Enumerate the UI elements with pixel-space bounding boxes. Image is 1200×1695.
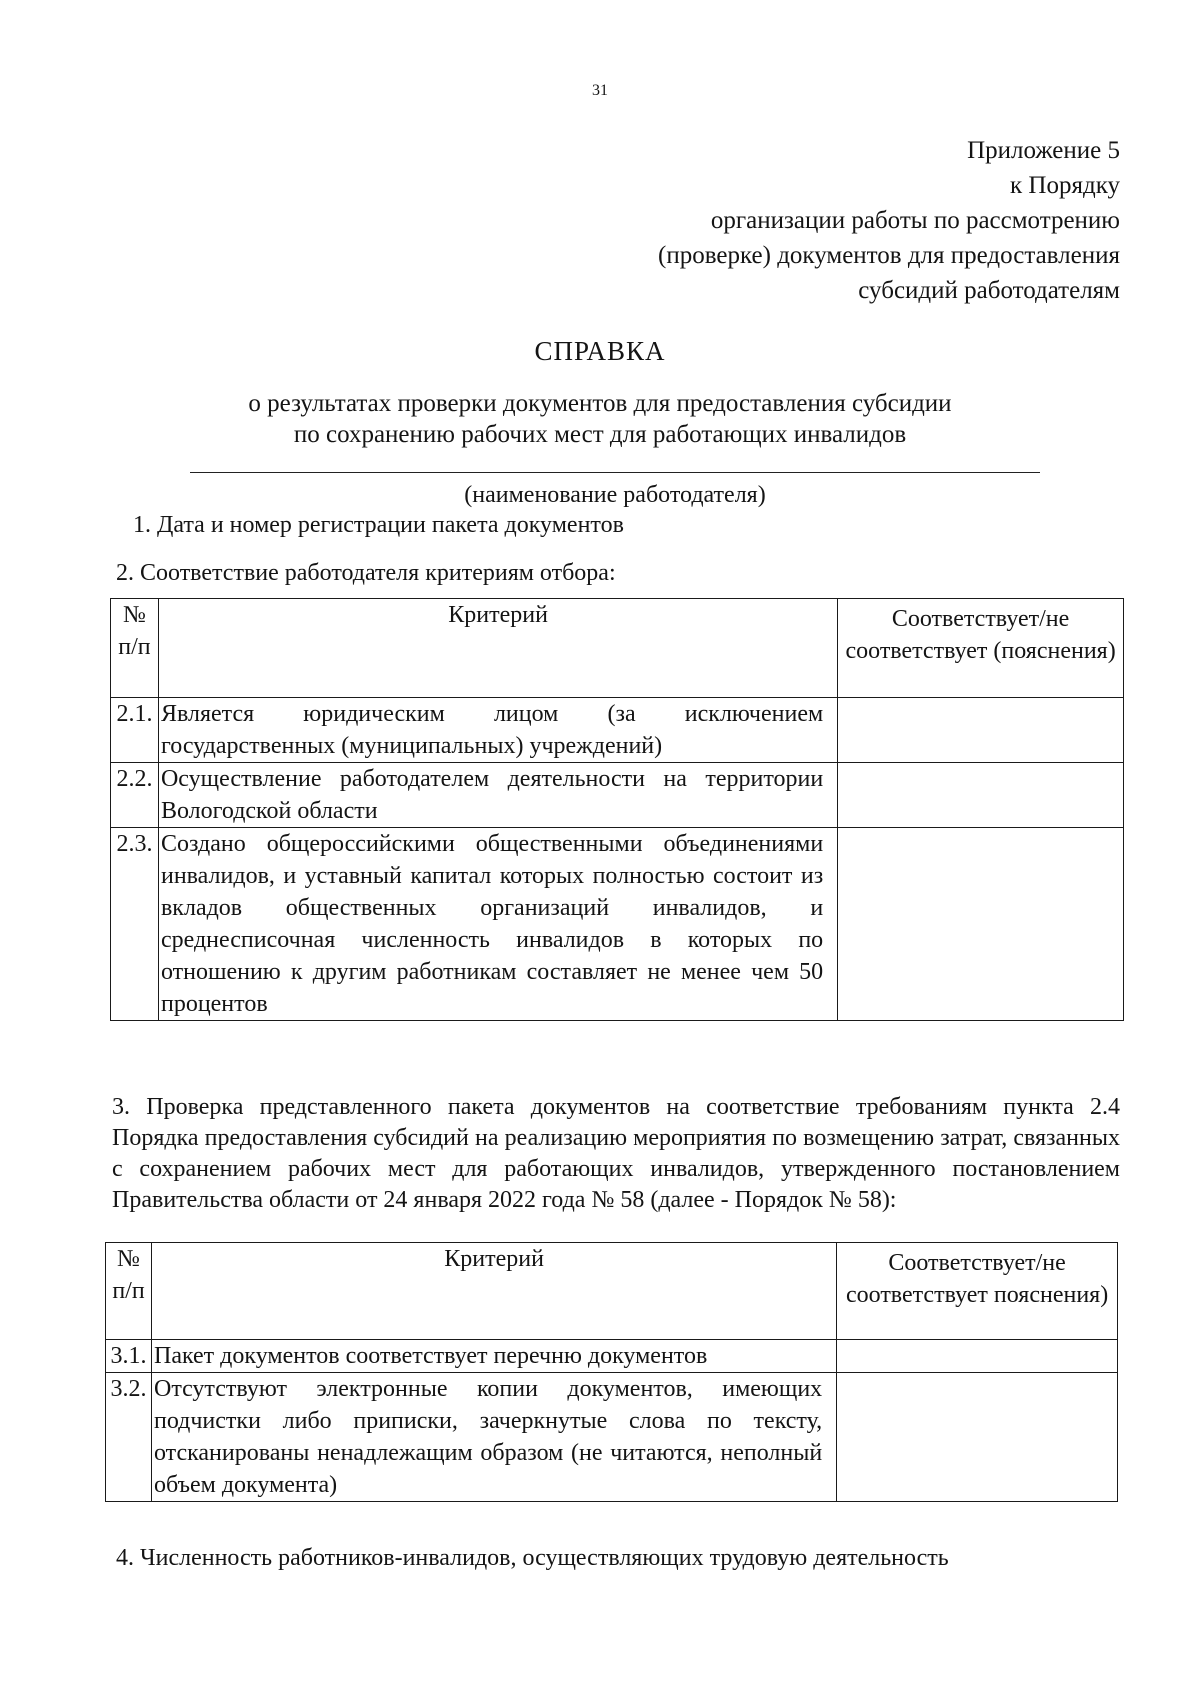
table2-row-criterion: Пакет документов соответствует перечню документов	[151, 1340, 836, 1373]
document-subtitle	[0, 388, 1200, 450]
appendix-line-4: (проверке) документов для предоставления	[658, 242, 1120, 269]
table2-header-result: Соответствует/не соответствует пояснения)	[837, 1243, 1118, 1340]
table2-row-criterion: Отсутствуют электронные копии документов, имеющих подчистки либо приписки, зачеркнутые слова по тексту, отсканированы ненадлежащим образом (не читаются, неполный объем документа)	[151, 1373, 836, 1502]
table2-header-row	[106, 1243, 1118, 1340]
table1-row-num: 2.2.	[111, 763, 159, 828]
section-3-paragraph: 3. Проверка представленного пакета документов на соответствие требованиям пункта 2.4 Порядка предоставления субсидий на реализацию мероприятия по возмещению затрат, связанных с сохранением рабочих мест для работающих инвалидов, утвержденного постановлением Правительства области от 24 января 2022 года № 58 (далее - Порядок № 58):	[112, 1094, 1120, 1213]
table1-row-num: 2.1.	[111, 698, 159, 763]
table2-row-num: 3.2.	[106, 1373, 152, 1502]
subtitle-line-2: по сохранению рабочих мест для работающих инвалидов	[293, 421, 907, 448]
table1-row-result	[838, 828, 1124, 1021]
criteria-table-1	[110, 598, 1124, 1021]
appendix-line-5: субсидий работодателям	[858, 277, 1120, 304]
table-row	[106, 1373, 1118, 1502]
appendix-line-1: Приложение 5	[967, 137, 1120, 164]
table1-row-criterion: Является юридическим лицом (за исключением государственных (муниципальных) учреждений)	[158, 698, 837, 763]
page-number: 31	[592, 82, 608, 99]
employer-name-caption: (наименование работодателя)	[464, 482, 766, 508]
subtitle-line-1: о результатах проверки документов для предоставления субсидии	[248, 390, 952, 417]
table1-row-num: 2.3.	[111, 828, 159, 1021]
table-row	[111, 763, 1124, 828]
table2-header-num: № п/п	[106, 1243, 152, 1340]
table1-row-result	[838, 698, 1124, 763]
table-row	[106, 1340, 1118, 1373]
table1-header-num: № п/п	[111, 599, 159, 698]
item-1-registration: 1. Дата и номер регистрации пакета документов	[133, 512, 624, 538]
table1-header-result: Соответствует/не соответствует (пояснения)	[838, 599, 1124, 698]
table2-row-num: 3.1.	[106, 1340, 152, 1373]
item-4-disabled-workers: 4. Численность работников-инвалидов, осуществляющих трудовую деятельность	[116, 1545, 949, 1571]
appendix-line-2: к Порядку	[1010, 172, 1120, 199]
table-row	[111, 828, 1124, 1021]
table2-row-result	[837, 1340, 1118, 1373]
employer-name-line	[190, 472, 1040, 473]
document-title: СПРАВКА	[534, 336, 666, 366]
item-2-criteria-heading: 2. Соответствие работодателя критериям отбора:	[116, 560, 616, 586]
criteria-table-2	[105, 1242, 1118, 1502]
table-row	[111, 698, 1124, 763]
table1-row-result	[838, 763, 1124, 828]
table1-row-criterion: Осуществление работодателем деятельности на территории Вологодской области	[158, 763, 837, 828]
table2-row-result	[837, 1373, 1118, 1502]
table2-header-criterion: Критерий	[151, 1243, 836, 1340]
appendix-block	[658, 133, 1120, 308]
table1-header-criterion: Критерий	[158, 599, 837, 698]
appendix-line-3: организации работы по рассмотрению	[710, 207, 1120, 234]
table1-row-criterion: Создано общероссийскими общественными объединениями инвалидов, и уставный капитал которых полностью состоит из вкладов общественных организаций инвалидов, и среднесписочная численность инвалидов в которых по отношению к другим работникам составляет не менее чем 50 процентов	[158, 828, 837, 1021]
table1-header-row	[111, 599, 1124, 698]
